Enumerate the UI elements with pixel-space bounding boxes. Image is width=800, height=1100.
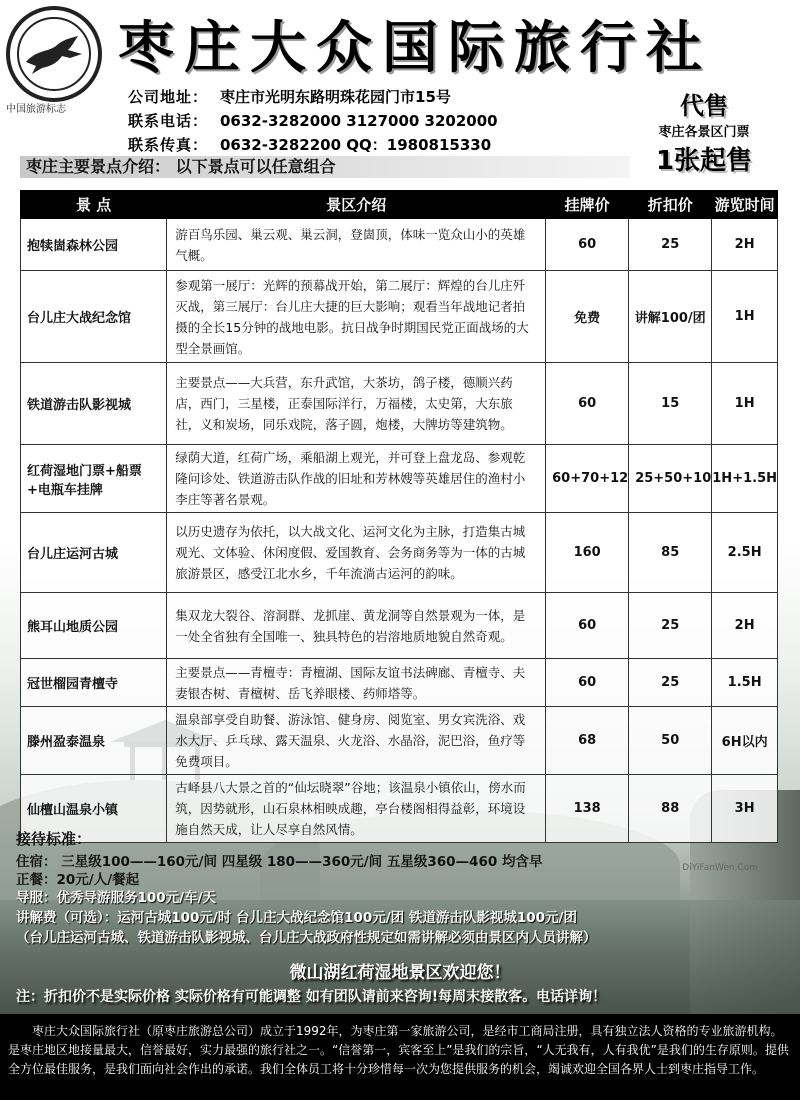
contact-label: 联系传真：: [128, 136, 209, 154]
contact-value: 枣庄市光明东路明珠花园门市15号: [220, 88, 451, 106]
spot-discount: 讲解100/团: [629, 271, 712, 363]
agency-title: 枣庄大众国际旅行社: [118, 15, 712, 81]
spot-price: 60: [546, 659, 629, 707]
spot-discount: 85: [629, 513, 712, 593]
spot-duration: 1H: [712, 363, 778, 445]
spot-duration: 1H: [712, 271, 778, 363]
table-row: [21, 775, 778, 843]
table-row: [21, 513, 778, 593]
spot-desc: 绿荫大道，红荷广场，乘船湖上观光，并可登上盘龙岛、参观乾隆问诊处、铁道游击队作战的旧址和芳林嫂等英雄居住的渔村小李庄等著名景观。: [167, 445, 546, 513]
spot-desc: 集双龙大裂谷、溶洞群、龙抓崖、黄龙洞等自然景观为一体，是一处全省独有全国唯一、独具特色的岩溶地质地貌自然奇观。: [167, 593, 546, 659]
table-row: [21, 363, 778, 445]
spot-name: 冠世榴园青檀寺: [21, 659, 167, 707]
spot-name: 台儿庄运河古城: [21, 513, 167, 593]
promo-line: 代售: [680, 92, 728, 120]
spot-discount: 50: [629, 707, 712, 775]
spot-duration: 2H: [712, 593, 778, 659]
watermark: DiYiFanWen.Com: [682, 863, 758, 873]
table-row: [21, 707, 778, 775]
spot-name: 滕州盈泰温泉: [21, 707, 167, 775]
column-header-price: 挂牌价: [546, 191, 629, 219]
spot-name: 熊耳山地质公园: [21, 593, 167, 659]
spot-price: 60+70+12: [546, 445, 629, 513]
table-row: [21, 445, 778, 513]
company-profile: 枣庄大众国际旅行社（原枣庄旅游总公司）成立于1992年，为枣庄第一家旅游公司，是经市工商局注册，具有独立法人资格的专业旅游机构。是枣庄地区地接量最大，信誉最好，实力最强的旅行社之一。“信誉第一，宾客至上”是我们的宗旨，“人无我有，人有我优”是我们的生存原则。提供全方位最佳服务，是我们面向社会作出的承诺。我们全体员工将十分珍惜每一次为您提供服务的机会，竭诚欢迎全国各界人士到枣庄指导工作。: [0, 1014, 800, 1100]
column-header-name: 景 点: [21, 191, 167, 219]
spot-discount: 88: [629, 775, 712, 843]
spot-name: 仙檀山温泉小镇: [21, 775, 167, 843]
intro-banner: 枣庄主要景点介绍： 以下景点可以任意组合: [20, 156, 630, 178]
welcome-banner: 微山湖红荷湿地景区欢迎您！: [289, 963, 511, 983]
logo-caption: 中国旅游标志: [6, 104, 66, 115]
ticket-promo: [624, 86, 784, 177]
standard-commentary-fee: 讲解费（可选）：运河古城100元/时 台儿庄大战纪念馆100元/团 铁道游击队影视城100元/团: [16, 910, 577, 926]
contact-fax: [128, 134, 491, 155]
spot-duration: 6H以内: [712, 707, 778, 775]
spot-duration: 2H: [712, 219, 778, 271]
standard-lodging: 住宿： 三星级100——160元/间 四星级 180——360元/间 五星级360—460 均含早: [16, 854, 543, 870]
spot-price: 免费: [546, 271, 629, 363]
spot-name: 铁道游击队影视城: [21, 363, 167, 445]
spot-name: 抱犊崮森林公园: [21, 219, 167, 271]
table-header-row: [21, 191, 778, 219]
horse-icon: [22, 32, 86, 76]
contact-value: 0632-3282200 QQ：1980815330: [220, 136, 492, 154]
spot-price: 160: [546, 513, 629, 593]
china-tourism-logo: [6, 6, 102, 102]
table-row: [21, 271, 778, 363]
spot-duration: 1.5H: [712, 659, 778, 707]
contact-label: 联系电话：: [128, 112, 209, 130]
spot-desc: 主要景点——青檀寺：青檀湖、国际友谊书法碑廊、青檀寺、夫妻银杏树、青檀树、岳飞养眼楼、药师塔等。: [167, 659, 546, 707]
contact-address: [128, 86, 451, 107]
spot-discount: 25: [629, 593, 712, 659]
spot-desc: 古峄县八大景之首的“仙坛晓翠”谷地；该温泉小镇依山，傍水而筑，因势就形，山石泉林相映成趣，亭台楼阁相得益彰，环境设施自然天成，让人尽享自然风情。: [167, 775, 546, 843]
spot-discount: 15: [629, 363, 712, 445]
spot-discount: 25: [629, 219, 712, 271]
spot-duration: 2.5H: [712, 513, 778, 593]
spot-name: 台儿庄大战纪念馆: [21, 271, 167, 363]
contact-value: 0632-3282000 3127000 3202000: [220, 112, 498, 130]
standards-title: 接待标准：: [16, 830, 92, 848]
standard-commentary-note: （台儿庄运河古城、铁道游击队影视城、台儿庄大战政府性规定如需讲解必须由景区内人员讲解）: [16, 930, 597, 946]
price-note: 注：折扣价不是实际价格 实际价格有可能调整 如有团队请前来咨询!每周末接散客。电话详询！: [16, 989, 607, 1005]
spot-discount: 25: [629, 659, 712, 707]
table-row: [21, 593, 778, 659]
table-row: [21, 219, 778, 271]
spot-desc: 游百鸟乐园、巢云观、巢云洞，登崮顶，体味一览众山小的英雄气概。: [167, 219, 546, 271]
spot-duration: 3H: [712, 775, 778, 843]
promo-line: 枣庄各景区门票: [658, 125, 750, 140]
standard-guide: 导服：优秀导游服务100元/车/天: [16, 890, 217, 906]
spot-desc: 主要景点——大兵营，东升武馆，大茶坊，鸽子楼，德顺兴药店，西门，三星楼，正泰国际洋行，万福楼，太史第，大东旅社，义和炭场，同乐戏院，落子圆，炮楼，大牌坊等建筑物。: [167, 363, 546, 445]
spot-price: 60: [546, 219, 629, 271]
spot-price: 60: [546, 363, 629, 445]
attractions-table: [20, 190, 778, 843]
spot-desc: 以历史遗存为依托，以大战文化、运河文化为主脉，打造集古城观光、文体验、休闲度假、爱国教育、会务商务等为一体的古城旅游景区，感受江北水乡，千年流淌古运河的韵味。: [167, 513, 546, 593]
contact-label: 公司地址：: [128, 88, 209, 106]
spot-duration: 1H+1.5H: [712, 445, 778, 513]
spot-desc: 温泉部享受自助餐、游泳馆、健身房、阅览室、男女宾洗浴、戏水大厅、乒乓球、露天温泉、火龙浴、水晶浴，泥巴浴，鱼疗等免费项目。: [167, 707, 546, 775]
contact-phone: [128, 110, 498, 131]
spot-price: 60: [546, 593, 629, 659]
table-row: [21, 659, 778, 707]
column-header-desc: 景区介绍: [167, 191, 546, 219]
spot-discount: 25+50+10: [629, 445, 712, 513]
column-header-discount: 折扣价: [629, 191, 712, 219]
spot-price: 68: [546, 707, 629, 775]
spot-price: 138: [546, 775, 629, 843]
spot-name: 红荷湿地门票+船票+电瓶车挂牌: [21, 445, 167, 513]
standard-meal: 正餐：20元/人/餐起: [16, 872, 140, 888]
column-header-duration: 游览时间: [712, 191, 778, 219]
spot-desc: 参观第一展厅：光辉的预幕战开始，第二展厅：辉煌的台儿庄歼灭战，第三展厅：台儿庄大捷的巨大影响；观看当年战地记者拍摄的全长15分钟的战地电影。抗日战争时期国民党正面战场的大型全景画馆。: [167, 271, 546, 363]
promo-line: 1张起售: [655, 146, 753, 176]
